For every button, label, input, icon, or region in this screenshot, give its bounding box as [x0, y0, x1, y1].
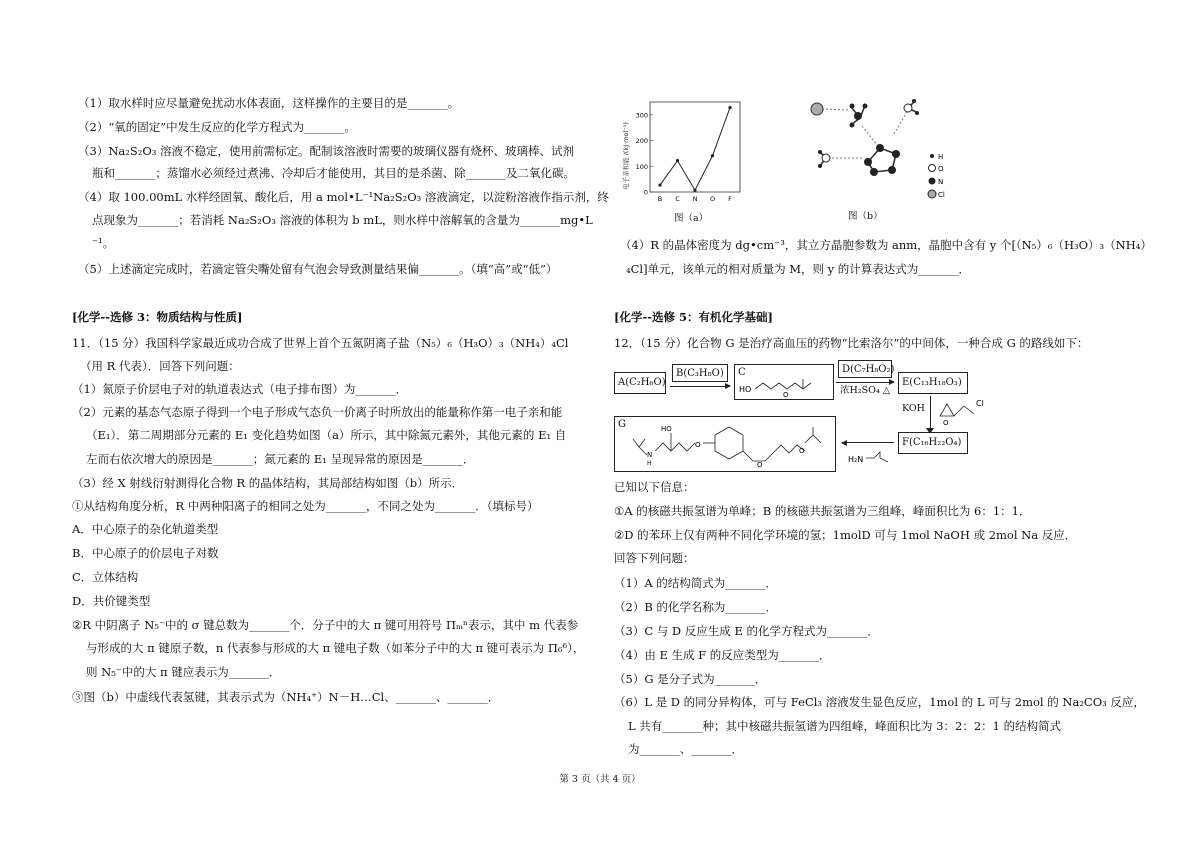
epichlorohydrin-structure	[934, 392, 994, 426]
compound-c-structure	[739, 377, 829, 399]
compound-g-h: H	[647, 460, 652, 467]
page-footer: 第 3 页（共 4 页）	[559, 774, 641, 785]
epoxide-cl: Cl	[976, 399, 984, 408]
q11-part4-line2: ₄Cl]单元，该单元的相对质量为 M，则 y 的计算表达式为_______．	[626, 262, 971, 276]
q10-part1: （1）取水样时应尽量避免扰动水体表面，这样操作的主要目的是_______。	[78, 96, 460, 110]
legend-cl-label: Cl	[938, 191, 945, 199]
x-tick-label-C: C	[675, 195, 680, 203]
compound-f: F(C₁₆H₂₂O₄)	[898, 432, 968, 454]
legend-n-icon	[929, 178, 936, 185]
q11-part2-line1: （2）元素的基态气态原子得到一个电子形成气态负一价离子时所放出的能量称作第一电子亲和能	[72, 405, 563, 419]
compound-a: A(C₂H₆O)	[614, 372, 666, 394]
figure-b-caption: 图（b）	[848, 211, 883, 222]
arrow-c-to-e	[836, 382, 894, 383]
x-tick-label-B: B	[657, 195, 663, 203]
compound-c-label: C	[738, 367, 746, 378]
legend-h-icon	[930, 154, 934, 158]
option-b: B．中心原子的价层电子对数	[72, 546, 219, 560]
q12-part6-line3: 为_______、_______．	[628, 742, 743, 756]
legend-cl-icon	[928, 190, 936, 198]
option-d: D．共价键类型	[72, 594, 151, 608]
q12-part3: （3）C 与 D 反应生成 E 的化学方程式为_______．	[614, 624, 879, 638]
q12-part2: （2）B 的化学名称为_______．	[614, 600, 778, 614]
info-1: ①A 的核磁共振氢谱为单峰；B 的核磁共振氢谱为三组峰，峰面积比为 6：1：1．	[614, 504, 1031, 518]
compound-g-label: G	[618, 419, 626, 430]
q10-part4-line2: 点现象为_______；若消耗 Na₂S₂O₃ 溶液的体积为 b mL，则水样中溶解氧的含量为_______mg•L	[92, 213, 593, 227]
q11-part3: （3）经 X 射线衍射测得化合物 R 的晶体结构，其局部结构如图（b）所示．	[72, 476, 464, 490]
reagent-koh: KOH	[902, 403, 925, 414]
compound-g-o2: O	[757, 461, 763, 469]
chart-frame	[650, 102, 740, 192]
q11-part2-line3: 左而右依次增大的原因是_______；氮元素的 E₁ 呈现异常的原因是_______．	[86, 452, 475, 466]
q11-part3-sub2-line1: ②R 中阴离子 N₅⁻中的 σ 键总数为_______个．分子中的大 π 键可用符号 Πₘⁿ表示，其中 m 代表参	[72, 618, 579, 632]
q11-part2-line2: （E₁）．第二周期部分元素的 E₁ 变化趋势如图（a）所示，其中除氮元素外，其他元素的 E₁ 自	[86, 428, 567, 442]
data-point-C	[676, 159, 679, 162]
answer-heading: 回答下列问题：	[614, 551, 695, 565]
legend-n-label: N	[938, 178, 944, 186]
y-tick-label: 200	[635, 137, 648, 146]
arrow-e-to-f	[930, 396, 931, 430]
q12-part4: （4）由 E 生成 F 的反应类型为_______．	[614, 648, 831, 662]
known-info-heading: 已知以下信息：	[614, 480, 695, 494]
compound-g-o1: O	[695, 441, 701, 449]
epoxide-o: O	[943, 419, 949, 426]
q11-part4-line1: （4）R 的晶体密度为 dg•cm⁻³，其立方晶胞参数为 anm，晶胞中含有 y 个[（N₅）₆（H₃O）₃（NH₄）	[620, 238, 1152, 252]
q11-part3-sub2-line3: 则 N₅⁻中的大 π 键应表示为_______．	[86, 665, 281, 679]
compound-b: B(C₃H₈O)	[672, 364, 728, 382]
q11-stem-line2: （用 R 代表）．回答下列问题：	[80, 359, 240, 373]
isopropylamine-structure	[848, 448, 892, 470]
compound-c	[734, 364, 834, 400]
figure-b-structure	[808, 96, 958, 214]
compound-g-o3: O	[799, 447, 805, 455]
q12-part5: （5）G 是分子式为_______．	[614, 672, 767, 686]
q10-part4-line1: （4）取 100.00mL 水样经固氧、酸化后，用 a mol•L⁻¹Na₂S₂O₃ 溶液滴定，以淀粉溶液作指示剂，终	[78, 190, 609, 204]
q12-part6-line2: L 共有_______种；其中核磁共振氢谱为四组峰，峰面积比为 3：2：2：1 的结构简式	[628, 719, 1062, 733]
q12-part1: （1）A 的结构简式为_______．	[614, 576, 778, 590]
q11-part1: （1）氮原子价层电子对的轨道表达式（电子排布图）为_______．	[72, 382, 408, 396]
arrow-f-to-g	[842, 442, 894, 443]
oxygen-atom	[904, 104, 912, 112]
y-tick-label: 100	[635, 162, 648, 171]
q10-part3-line2: 瓶和_______；蒸馏水必须经过煮沸、冷却后才能使用，其目的是杀菌、除_______及二氧化碳。	[92, 166, 575, 180]
option-c: C．立体结构	[72, 570, 139, 584]
y-axis-label: 电子亲和能 /(kJ·mol⁻¹)	[622, 122, 630, 190]
data-point-O	[711, 154, 714, 157]
arrow-a-to-c	[670, 386, 730, 387]
q12-stem: 12．（15 分）化合物 G 是治疗高血压的药物“比索洛尔”的中间体，一种合成 G 的路线如下：	[614, 336, 1089, 350]
compound-e: E(C₁₃H₁₈O₃)	[898, 372, 968, 394]
nitrogen-atom	[854, 112, 862, 120]
chlorine-atom	[811, 103, 823, 115]
option-a: A．中心原子的杂化轨道类型	[72, 522, 219, 536]
compound-c-o: O	[783, 391, 789, 399]
compound-d: D(C₇H₈O₂)	[838, 360, 892, 378]
x-tick-label-O: O	[709, 195, 716, 203]
compound-g-structure	[619, 421, 833, 469]
x-tick-label-F: F	[728, 195, 732, 203]
compound-g-n: N	[647, 451, 653, 459]
q11-stem-line1: 11．（15 分）我国科学家最近成功合成了世界上首个五氮阴离子盐（N₅）₆（H₃O）₃（NH₄）₄Cl	[72, 336, 569, 350]
compound-c-ho: HO	[739, 385, 752, 394]
x-tick-label-N: N	[692, 195, 698, 203]
series-line	[660, 108, 730, 191]
figure-a-chart	[618, 96, 748, 216]
info-2: ②D 的苯环上仅有两种不同化学环境的氢；1molD 可与 1mol NaOH 或 2mol Na 反应．	[614, 528, 1077, 542]
section-heading-5: [化学--选修 5：有机化学基础]	[614, 310, 773, 324]
legend-h-label: H	[938, 153, 944, 161]
legend-o-label: O	[938, 165, 944, 173]
legend-b	[928, 153, 945, 199]
q11-part3-sub1: ①从结构角度分析，R 中两种阳离子的相同之处为_______，不同之处为_______．（填标号）	[72, 499, 539, 513]
compound-g-ho: HO	[661, 425, 672, 433]
q10-part2: （2）“氧的固定”中发生反应的化学方程式为_______。	[78, 120, 356, 134]
y-tick-label: 0	[643, 188, 648, 197]
section-heading-3: [化学--选修 3：物质结构与性质]	[72, 310, 243, 324]
q10-part3-line1: （3）Na₂S₂O₃ 溶液不稳定，使用前需标定。配制该溶液时需要的玻璃仪器有烧杯、玻璃棒、试剂	[78, 144, 575, 158]
compound-g	[614, 416, 836, 472]
data-point-B	[658, 183, 661, 186]
legend-o-icon	[929, 165, 936, 172]
data-point-F	[728, 106, 731, 109]
y-tick-label: 300	[635, 111, 648, 120]
q11-part3-sub3: ③图（b）中虚线代表氢键，其表示式为（NH₄⁺）N－H…Cl、_______、_______．	[72, 690, 500, 704]
q11-part3-sub2-line2: 与形成的大 π 键原子数，n 代表参与形成的大 π 键电子数（如苯分子中的大 π 键可表示为 Π₆⁶），	[86, 641, 585, 655]
isopropylamine-h2n: H₂N	[848, 455, 864, 464]
figure-a-caption: 图（a）	[674, 213, 709, 224]
data-point-N	[693, 189, 696, 192]
q10-part5: （5）上述滴定完成时，若滴定管尖嘴处留有气泡会导致测量结果偏_______。（填“高”或“低”）	[78, 262, 558, 276]
q10-part4-line3: ⁻¹。	[92, 236, 115, 250]
q12-part6-line1: （6）L 是 D 的同分异构体，可与 FeCl₃ 溶液发生显色反应，1mol 的 L 可与 2mol 的 Na₂CO₃ 反应，	[614, 695, 1145, 709]
reagent-h2so4: 浓H₂SO₄ △	[840, 385, 891, 396]
